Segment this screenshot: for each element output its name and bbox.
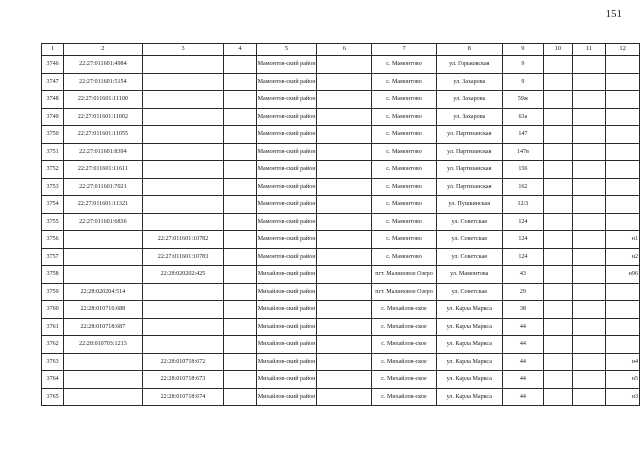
empty-cell [224,336,256,354]
empty-cell [224,143,256,161]
empty-cell [224,196,256,214]
empty-cell [543,266,572,284]
empty-cell [543,388,572,406]
empty-cell [572,161,605,179]
empty-cell [224,91,256,109]
empty-cell [572,91,605,109]
table-row [42,73,640,91]
note-cell [606,196,640,214]
cadastral-number-cell [64,248,142,266]
note-cell [606,283,640,301]
empty-cell [572,56,605,74]
cadastral-number-cell: 22:27:011601:8394 [64,143,142,161]
note-cell [606,108,640,126]
table-row [42,213,640,231]
note-cell [606,336,640,354]
street-cell: ул. Советская [436,283,502,301]
note-cell [606,73,640,91]
empty-cell [543,301,572,319]
note-cell [606,143,640,161]
cadastral-number-cell: 22:28:020204:514 [64,283,142,301]
empty-cell [317,318,372,336]
street-cell: ул. Захарова [436,91,502,109]
empty-cell [543,213,572,231]
empty-cell [317,388,372,406]
street-cell: ул. Карла Маркса [436,388,502,406]
empty-cell [572,301,605,319]
note-cell: н1 [606,231,640,249]
district-cell: Михайлов-ский район [256,266,317,284]
row-number-cell: 3765 [42,388,64,406]
note-cell [606,161,640,179]
row-number-cell: 3764 [42,371,64,389]
row-number-cell: 3759 [42,283,64,301]
empty-cell [543,56,572,74]
empty-cell [572,73,605,91]
street-cell: ул. Советская [436,213,502,231]
table-row [42,388,640,406]
house-number-cell: 43 [502,266,543,284]
cadastral-number-cell: 22:27:011601:11611 [64,161,142,179]
district-cell: Мамонтов-ский район [256,213,317,231]
cadastral-number-cell [64,266,142,284]
cadastral-number-alt-cell: 22:28:020202:425 [142,266,224,284]
cadastral-number-alt-cell [142,196,224,214]
row-number-cell: 3749 [42,108,64,126]
street-cell: ул. Захарова [436,108,502,126]
empty-cell [572,108,605,126]
street-cell: ул. Мамонтова [436,266,502,284]
house-number-cell: 124 [502,231,543,249]
row-number-cell: 3751 [42,143,64,161]
empty-cell [317,73,372,91]
district-cell: Михайлов-ский район [256,353,317,371]
district-cell: Мамонтов-ский район [256,73,317,91]
page-number: 151 [605,8,622,20]
locality-cell: с. Мамонтово [372,91,437,109]
empty-cell [543,196,572,214]
district-cell: Мамонтов-ский район [256,196,317,214]
empty-cell [224,371,256,389]
empty-cell [543,178,572,196]
header-row [42,44,640,56]
empty-cell [317,91,372,109]
empty-cell [572,231,605,249]
empty-cell [543,126,572,144]
cadastral-number-alt-cell [142,178,224,196]
house-number-cell: 44 [502,336,543,354]
empty-cell [317,353,372,371]
cadastral-number-alt-cell [142,126,224,144]
empty-cell [543,108,572,126]
row-number-cell: 3750 [42,126,64,144]
district-cell: Мамонтов-ский район [256,161,317,179]
empty-cell [317,143,372,161]
note-cell: н3 [606,388,640,406]
empty-cell [317,231,372,249]
empty-cell [543,73,572,91]
cadastral-number-alt-cell: 22:27:011601:10782 [142,231,224,249]
empty-cell [317,371,372,389]
cadastral-number-cell: 22:27:011601:6836 [64,213,142,231]
empty-cell [543,248,572,266]
empty-cell [224,283,256,301]
empty-cell [543,91,572,109]
locality-cell: с. Мамонтово [372,213,437,231]
empty-cell [572,126,605,144]
empty-cell [224,353,256,371]
note-cell: н4 [606,353,640,371]
house-number-cell: 38 [502,301,543,319]
cadastral-number-cell: 22:27:011601:4984 [64,56,142,74]
table-row [42,371,640,389]
row-number-cell: 3762 [42,336,64,354]
column-header: 10 [543,44,572,56]
note-cell [606,56,640,74]
cadastral-number-alt-cell [142,318,224,336]
district-cell: Михайлов-ский район [256,283,317,301]
locality-cell: с. Мамонтово [372,161,437,179]
empty-cell [317,213,372,231]
row-number-cell: 3755 [42,213,64,231]
locality-cell: с. Мамонтово [372,231,437,249]
empty-cell [572,336,605,354]
column-header: 1 [42,44,64,56]
column-header: 8 [436,44,502,56]
empty-cell [224,73,256,91]
empty-cell [572,213,605,231]
street-cell: ул. Партизанская [436,126,502,144]
row-number-cell: 3758 [42,266,64,284]
column-header: 12 [606,44,640,56]
cadastral-number-cell: 22:27:011601:11055 [64,126,142,144]
cadastral-number-alt-cell [142,283,224,301]
note-cell [606,91,640,109]
column-header: 7 [372,44,437,56]
cadastral-number-alt-cell [142,143,224,161]
register-table [41,43,640,406]
district-cell: Мамонтов-ский район [256,56,317,74]
column-header: 11 [572,44,605,56]
table-row [42,248,640,266]
row-number-cell: 3747 [42,73,64,91]
street-cell: ул. Советская [436,248,502,266]
district-cell: Михайлов-ский район [256,301,317,319]
empty-cell [543,161,572,179]
table-row [42,143,640,161]
table-row [42,266,640,284]
table-row [42,336,640,354]
row-number-cell: 3763 [42,353,64,371]
empty-cell [317,266,372,284]
empty-cell [317,336,372,354]
note-cell: н2 [606,248,640,266]
district-cell: Мамонтов-ский район [256,91,317,109]
district-cell: Михайлов-ский район [256,318,317,336]
empty-cell [572,283,605,301]
street-cell: ул. Карла Маркса [436,353,502,371]
street-cell: ул. Советская [436,231,502,249]
empty-cell [224,231,256,249]
table-row [42,178,640,196]
district-cell: Михайлов-ский район [256,336,317,354]
cadastral-number-cell [64,231,142,249]
empty-cell [543,371,572,389]
row-number-cell: 3760 [42,301,64,319]
empty-cell [572,318,605,336]
street-cell: ул. Пушкинская [436,196,502,214]
empty-cell [224,161,256,179]
cadastral-number-alt-cell [142,336,224,354]
empty-cell [224,126,256,144]
empty-cell [543,231,572,249]
house-number-cell: 147в [502,143,543,161]
note-cell: н96 [606,266,640,284]
district-cell: Михайлов-ский район [256,388,317,406]
cadastral-number-cell [64,353,142,371]
empty-cell [572,196,605,214]
house-number-cell: 44 [502,353,543,371]
note-cell: н5 [606,371,640,389]
cadastral-number-alt-cell [142,161,224,179]
row-number-cell: 3754 [42,196,64,214]
empty-cell [224,213,256,231]
house-number-cell: 124 [502,248,543,266]
empty-cell [224,178,256,196]
row-number-cell: 3757 [42,248,64,266]
house-number-cell: 124 [502,213,543,231]
column-header: 4 [224,44,256,56]
note-cell [606,178,640,196]
empty-cell [572,371,605,389]
street-cell: ул. Партизанская [436,143,502,161]
house-number-cell: 59ж [502,91,543,109]
house-number-cell: 156 [502,161,543,179]
row-number-cell: 3761 [42,318,64,336]
table-row [42,353,640,371]
locality-cell: с. Мамонтово [372,126,437,144]
house-number-cell: 44 [502,388,543,406]
cadastral-number-alt-cell: 22:28:010718:672 [142,353,224,371]
table-row [42,108,640,126]
house-number-cell: 147 [502,126,543,144]
cadastral-number-cell: 22:27:011601:11321 [64,196,142,214]
locality-cell: с. Мамонтово [372,178,437,196]
street-cell: ул. Карла Маркса [436,318,502,336]
row-number-cell: 3753 [42,178,64,196]
locality-cell: с. Михайлов-ское [372,388,437,406]
street-cell: ул. Захарова [436,73,502,91]
empty-cell [543,353,572,371]
cadastral-number-alt-cell [142,213,224,231]
house-number-cell: 44 [502,371,543,389]
empty-cell [224,248,256,266]
column-header: 9 [502,44,543,56]
cadastral-number-cell: 22:27:011601:7021 [64,178,142,196]
house-number-cell: 44 [502,318,543,336]
cadastral-number-cell: 22:28:010718:687 [64,318,142,336]
note-cell [606,318,640,336]
locality-cell: пгт. Малиновое Озеро [372,266,437,284]
note-cell [606,213,640,231]
empty-cell [543,318,572,336]
cadastral-number-alt-cell [142,301,224,319]
empty-cell [317,196,372,214]
empty-cell [317,108,372,126]
street-cell: ул. Карла Маркса [436,371,502,389]
row-number-cell: 3752 [42,161,64,179]
cadastral-number-alt-cell: 22:27:011601:10783 [142,248,224,266]
cadastral-number-alt-cell [142,91,224,109]
column-header: 2 [64,44,142,56]
locality-cell: с. Михайлов-ское [372,336,437,354]
cadastral-number-cell: 22:28:010703:1213 [64,336,142,354]
locality-cell: с. Мамонтово [372,56,437,74]
locality-cell: с. Мамонтово [372,108,437,126]
table-row [42,126,640,144]
street-cell: ул. Партизанская [436,178,502,196]
street-cell: ул. Горьковская [436,56,502,74]
house-number-cell: 63а [502,108,543,126]
row-number-cell: 3748 [42,91,64,109]
empty-cell [224,301,256,319]
cadastral-number-cell: 22:28:010716:688 [64,301,142,319]
street-cell: ул. Карла Маркса [436,301,502,319]
empty-cell [317,178,372,196]
empty-cell [543,336,572,354]
house-number-cell: 162 [502,178,543,196]
cadastral-number-alt-cell [142,108,224,126]
table-row [42,231,640,249]
cadastral-number-cell: 22:27:011601:11100 [64,91,142,109]
table-row [42,161,640,179]
house-number-cell: 9 [502,56,543,74]
district-cell: Мамонтов-ский район [256,231,317,249]
empty-cell [224,388,256,406]
empty-cell [572,353,605,371]
district-cell: Мамонтов-ский район [256,248,317,266]
column-header: 3 [142,44,224,56]
cadastral-number-cell: 22:27:011601:5154 [64,73,142,91]
cadastral-number-alt-cell: 22:28:010718:673 [142,371,224,389]
empty-cell [317,283,372,301]
empty-cell [224,108,256,126]
empty-cell [572,178,605,196]
empty-cell [317,161,372,179]
house-number-cell: 12/3 [502,196,543,214]
empty-cell [572,248,605,266]
empty-cell [543,143,572,161]
empty-cell [572,388,605,406]
locality-cell: с. Михайлов-ское [372,353,437,371]
empty-cell [224,266,256,284]
house-number-cell: 29 [502,283,543,301]
locality-cell: с. Мамонтово [372,73,437,91]
district-cell: Мамонтов-ский район [256,126,317,144]
table-row [42,91,640,109]
cadastral-number-alt-cell [142,56,224,74]
street-cell: ул. Партизанская [436,161,502,179]
empty-cell [543,283,572,301]
table-row [42,56,640,74]
locality-cell: с. Михайлов-ское [372,371,437,389]
district-cell: Михайлов-ский район [256,371,317,389]
cadastral-number-cell [64,371,142,389]
locality-cell: с. Мамонтово [372,248,437,266]
table-row [42,301,640,319]
note-cell [606,126,640,144]
empty-cell [317,56,372,74]
cadastral-number-cell [64,388,142,406]
cadastral-number-cell: 22:27:011601:11002 [64,108,142,126]
row-number-cell: 3746 [42,56,64,74]
table-row [42,283,640,301]
locality-cell: пгт. Малиновое Озеро [372,283,437,301]
row-number-cell: 3756 [42,231,64,249]
locality-cell: с. Мамонтово [372,143,437,161]
locality-cell: с. Михайлов-ское [372,318,437,336]
district-cell: Мамонтов-ский район [256,108,317,126]
cadastral-number-alt-cell [142,73,224,91]
table-row [42,318,640,336]
empty-cell [317,301,372,319]
empty-cell [224,56,256,74]
cadastral-number-alt-cell: 22:28:010718:674 [142,388,224,406]
table-row [42,196,640,214]
locality-cell: с. Михайлов-ское [372,301,437,319]
district-cell: Мамонтов-ский район [256,143,317,161]
empty-cell [572,143,605,161]
locality-cell: с. Мамонтово [372,196,437,214]
column-header: 6 [317,44,372,56]
street-cell: ул. Карла Маркса [436,336,502,354]
empty-cell [572,266,605,284]
house-number-cell: 9 [502,73,543,91]
empty-cell [224,318,256,336]
empty-cell [317,126,372,144]
district-cell: Мамонтов-ский район [256,178,317,196]
note-cell [606,301,640,319]
column-header: 5 [256,44,317,56]
empty-cell [317,248,372,266]
